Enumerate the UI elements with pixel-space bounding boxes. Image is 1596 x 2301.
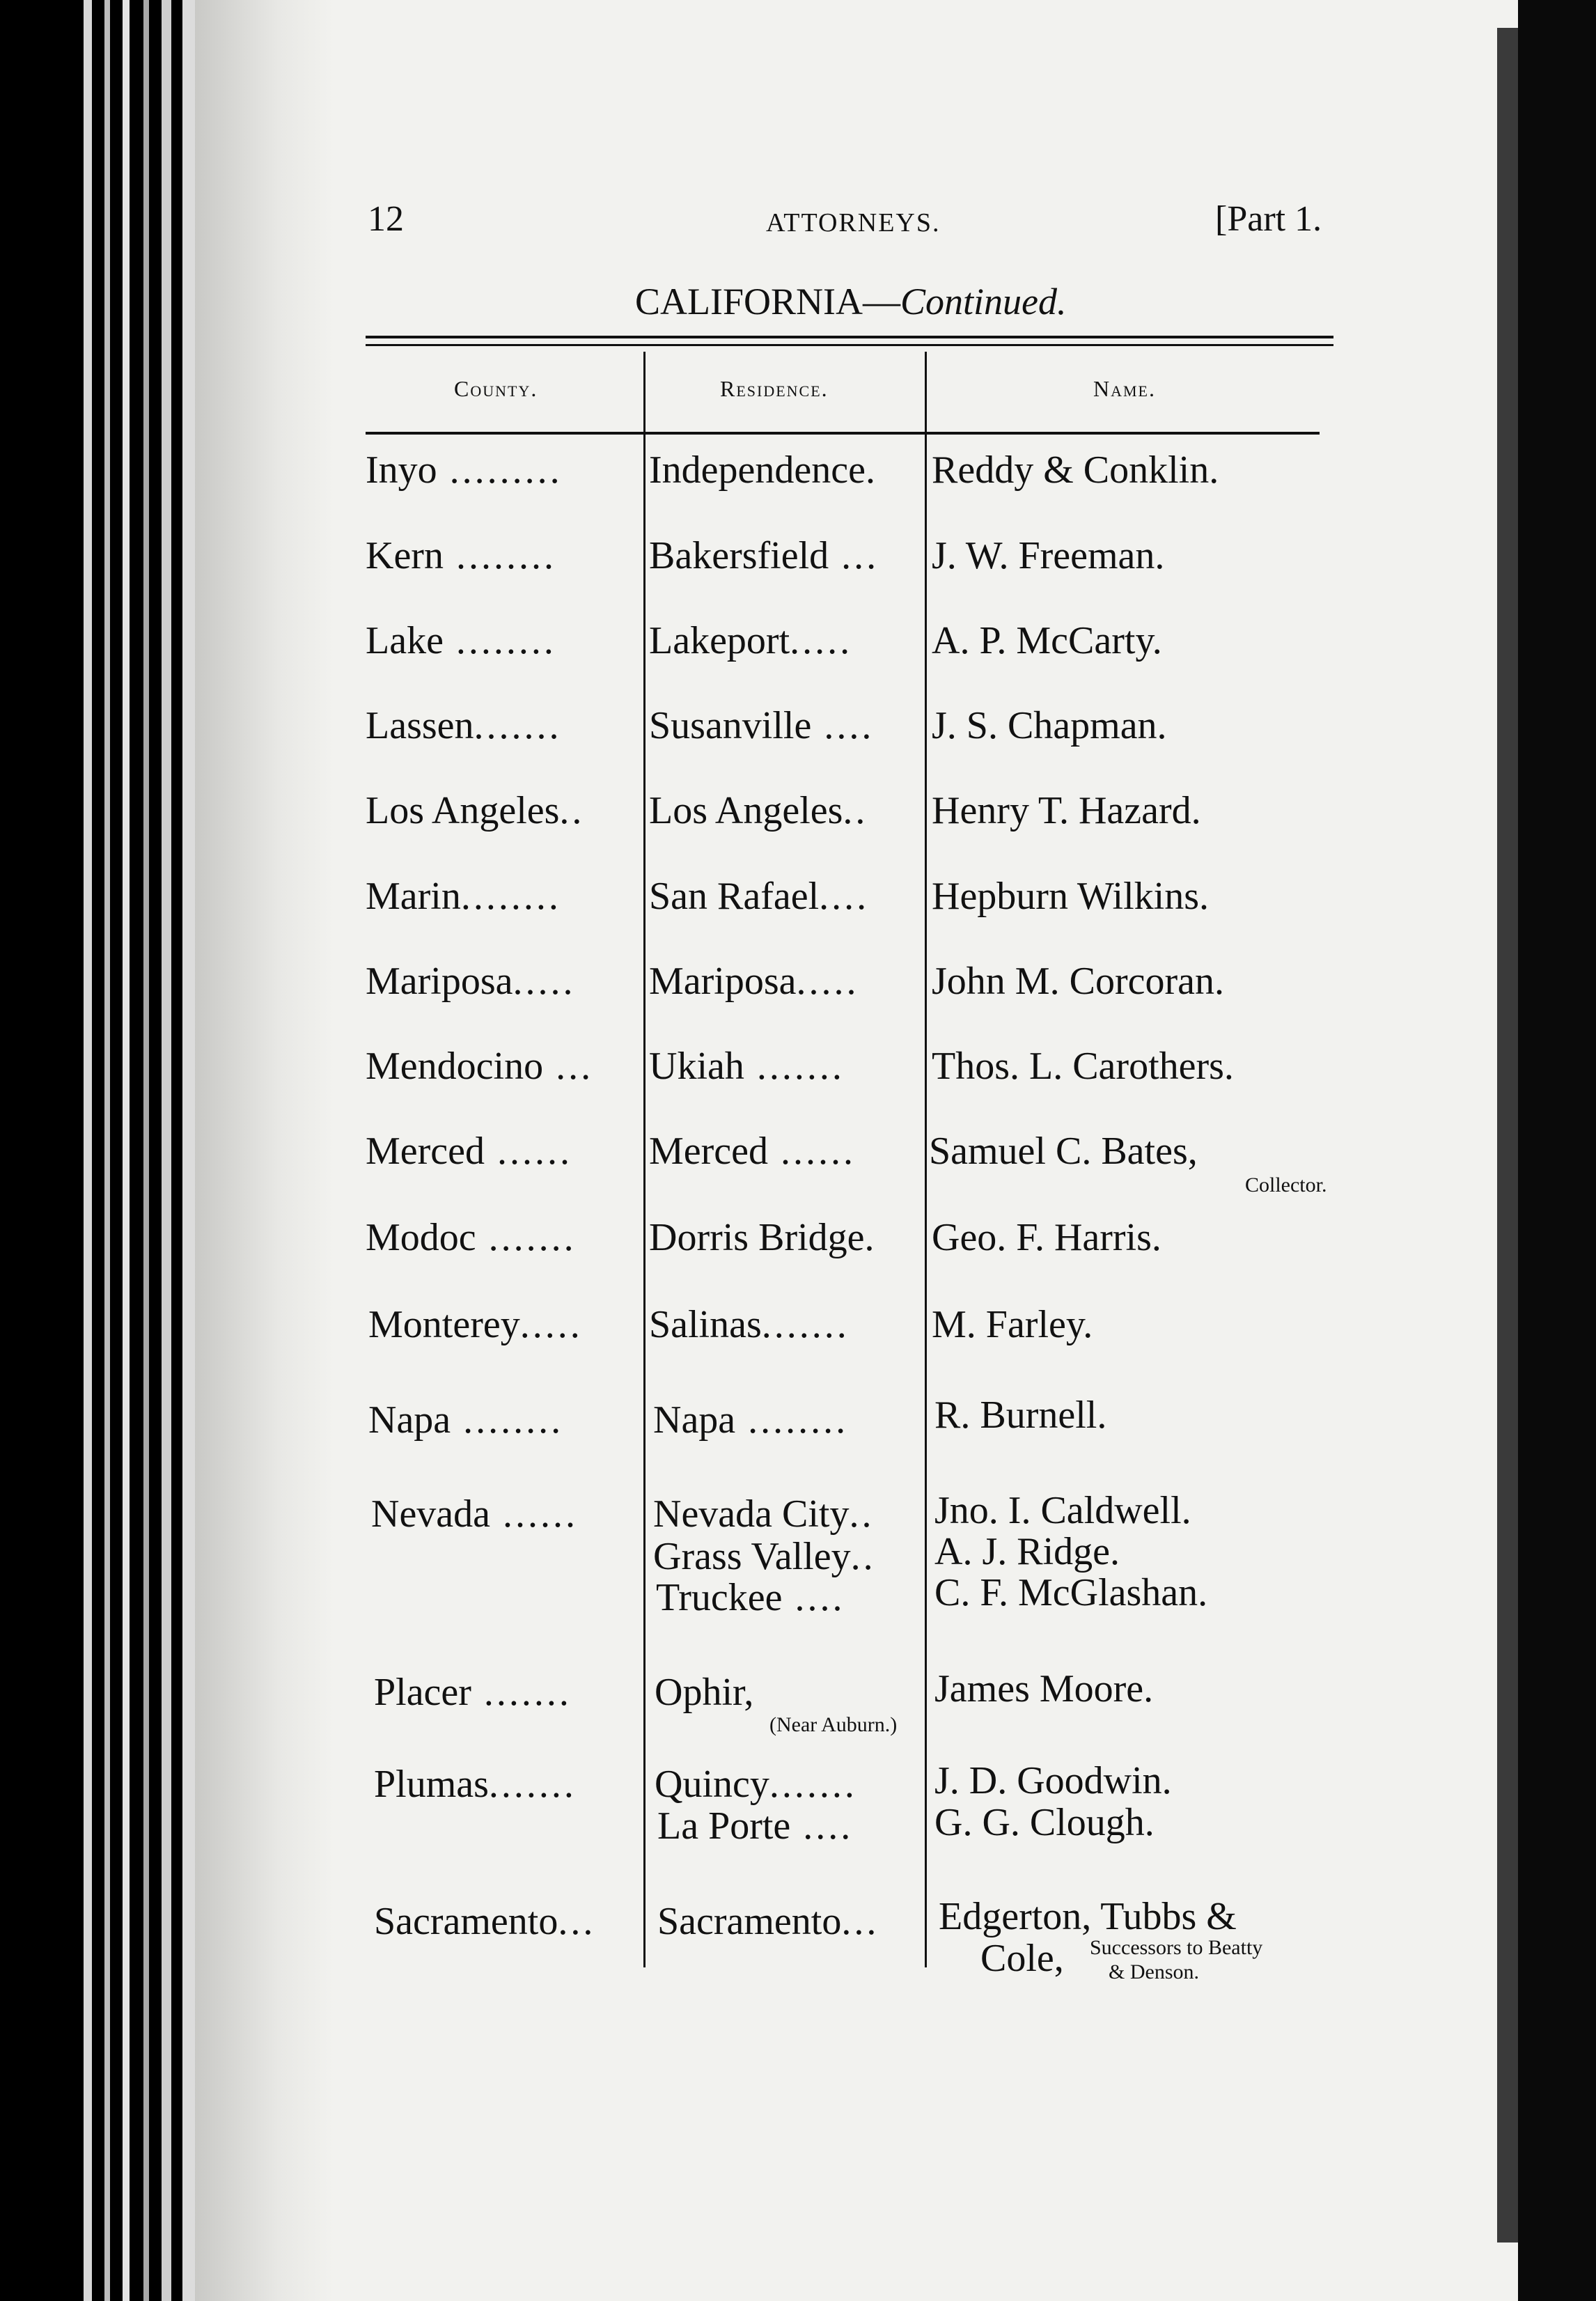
column-divider-1 [643,352,646,1967]
name-kern: J. W. Freeman. [932,534,1165,577]
residence-lake: Lakeport..... [649,619,853,662]
table-top-rule-2 [366,344,1333,346]
page-gutter-shadow [195,0,334,2301]
residence-grass-valley: Grass Valley.. [653,1535,876,1578]
column-divider-2 [925,352,927,1967]
name-marin: Hepburn Wilkins. [932,875,1210,918]
county-modoc: Modoc ....... [366,1216,577,1259]
state-name: CALIFORNIA— [635,281,901,322]
part-label: [Part 1. [1215,199,1322,239]
note-successors: Successors to Beatty [1090,1936,1263,1959]
residence-lassen: Susanville .... [649,704,875,747]
book-binding-edge [0,0,209,2301]
column-header-county: County. [454,376,538,401]
name-mariposa: John M. Corcoran. [932,960,1224,1003]
county-mariposa: Mariposa..... [366,960,576,1003]
county-marin: Marin........ [366,875,561,918]
residence-modoc: Dorris Bridge. [649,1216,875,1259]
name-merced: Samuel C. Bates, [929,1130,1198,1173]
name-mendocino: Thos. L. Carothers. [932,1045,1234,1088]
residence-napa: Napa ........ [653,1398,849,1442]
county-kern: Kern ........ [366,534,556,577]
county-inyo: Inyo ......... [366,448,563,492]
name-sacramento-cont: Cole, [980,1937,1064,1980]
county-napa: Napa ........ [368,1398,564,1442]
county-sacramento: Sacramento... [374,1900,596,1943]
name-monterey: M. Farley. [932,1303,1093,1346]
residence-la-porte: La Porte .... [657,1804,854,1848]
residence-mendocino: Ukiah ....... [649,1045,845,1088]
name-los-angeles: Henry T. Hazard. [932,789,1201,832]
name-modoc: Geo. F. Harris. [932,1216,1161,1259]
column-header-name: Name. [1093,376,1156,401]
column-header-residence: Residence. [720,376,829,401]
county-mendocino: Mendocino ... [366,1045,594,1088]
county-lassen: Lassen....... [366,704,562,747]
county-los-angeles: Los Angeles.. [366,789,585,832]
header-bottom-rule [366,432,1320,435]
residence-kern: Bakersfield ... [649,534,879,577]
name-lake: A. P. McCarty. [932,619,1162,662]
name-grass-valley: A. J. Ridge. [934,1530,1120,1573]
name-truckee: C. F. McGlashan. [934,1571,1208,1614]
residence-los-angeles: Los Angeles.. [649,789,868,832]
residence-truckee: Truckee .... [656,1576,845,1619]
residence-placer: Ophir, [655,1671,754,1714]
table-top-rule [366,336,1333,338]
residence-monterey: Salinas....... [649,1303,850,1346]
name-quincy: J. D. Goodwin. [934,1759,1172,1802]
note-near-auburn: (Near Auburn.) [769,1713,898,1736]
name-napa: R. Burnell. [934,1394,1107,1437]
state-heading [635,280,1067,323]
county-placer: Placer ....... [374,1671,572,1714]
name-nevada-city: Jno. I. Caldwell. [934,1489,1191,1532]
residence-mariposa: Mariposa..... [649,960,859,1003]
section-title: ATTORNEYS. [766,208,941,237]
county-plumas: Plumas....... [374,1763,577,1806]
page-number: 12 [368,199,404,239]
county-nevada: Nevada ...... [371,1492,579,1536]
residence-merced: Merced ...... [649,1130,856,1173]
name-placer: James Moore. [934,1667,1154,1710]
county-lake: Lake ........ [366,619,556,662]
name-la-porte: G. G. Clough. [934,1801,1155,1844]
residence-marin: San Rafael.... [649,875,870,918]
scan-border [1518,0,1596,2301]
county-monterey: Monterey..... [368,1303,583,1346]
note-collector: Collector. [1245,1173,1327,1196]
continued-label: Continued. [900,281,1067,322]
residence-nevada-city: Nevada City.. [653,1492,875,1536]
county-merced: Merced ...... [366,1130,573,1173]
residence-inyo: Independence. [649,448,875,492]
residence-quincy: Quincy....... [655,1763,857,1806]
residence-sacramento: Sacramento... [657,1900,879,1943]
name-inyo: Reddy & Conklin. [932,448,1219,492]
note-denson: & Denson. [1109,1960,1199,1983]
name-lassen: J. S. Chapman. [932,704,1167,747]
name-sacramento: Edgerton, Tubbs & [939,1895,1237,1938]
